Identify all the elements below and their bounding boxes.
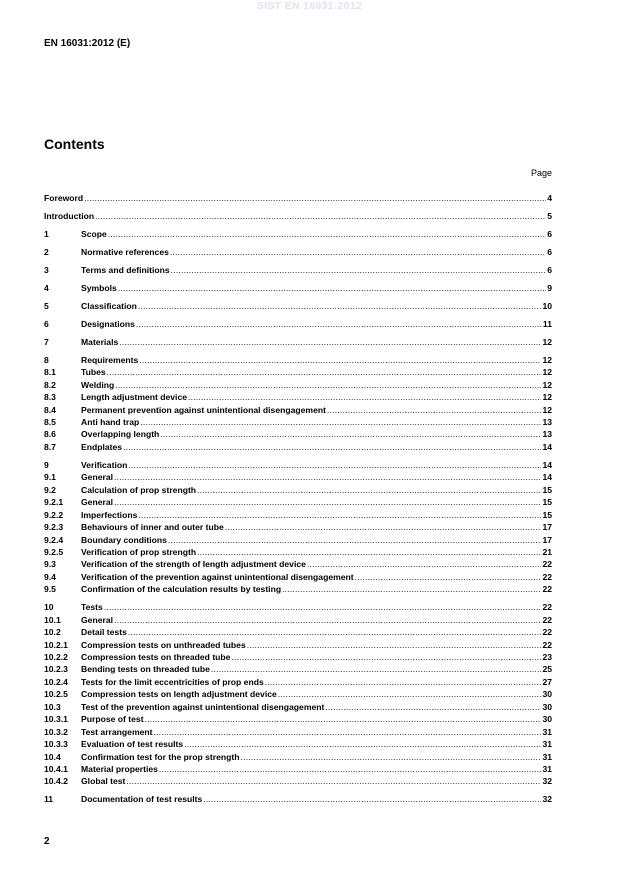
toc-entry-page: 30 bbox=[542, 689, 552, 700]
toc-entry[interactable] bbox=[44, 676, 552, 688]
toc-dot-leader bbox=[355, 571, 542, 583]
toc-entry-title: Introduction bbox=[44, 210, 95, 221]
toc-entry-number: 9.2 bbox=[44, 484, 56, 495]
toc-dot-leader bbox=[184, 738, 541, 750]
toc-entry-page: 4 bbox=[547, 193, 552, 203]
toc-entry-number: 10.3 bbox=[44, 701, 61, 712]
toc-dot-leader bbox=[140, 416, 541, 428]
toc-entry-page: 12 bbox=[542, 404, 552, 415]
toc-dot-leader bbox=[307, 558, 542, 570]
toc-entry-page: 12 bbox=[542, 392, 552, 403]
toc-dot-leader bbox=[136, 318, 542, 330]
toc-dot-leader bbox=[278, 688, 542, 700]
toc-entry-title: Test arrangement bbox=[81, 726, 153, 737]
document-id: EN 16031:2012 (E) bbox=[44, 38, 131, 49]
toc-entry-number: 10.4.2 bbox=[44, 776, 68, 787]
toc-entry[interactable] bbox=[44, 626, 552, 638]
toc-entry-title: General bbox=[81, 497, 114, 508]
toc-dot-leader bbox=[108, 228, 546, 240]
toc-entry-number: 10.2.2 bbox=[44, 652, 68, 663]
toc-entry-title: Permanent prevention against unintentional disengagement bbox=[81, 404, 326, 415]
toc-entry-page: 22 bbox=[542, 584, 552, 595]
toc-entry-number: 8.2 bbox=[44, 379, 56, 390]
page-title: Contents bbox=[44, 136, 105, 152]
toc-entry-title: Evaluation of test results bbox=[81, 739, 184, 750]
toc-entry[interactable] bbox=[44, 192, 552, 204]
toc-dot-leader bbox=[114, 614, 541, 626]
toc-entry-title: Materials bbox=[81, 336, 119, 347]
toc-entry-title: Detail tests bbox=[81, 627, 127, 638]
toc-entry-page: 17 bbox=[542, 522, 552, 533]
toc-entry[interactable] bbox=[44, 614, 552, 626]
toc-entry-page: 5 bbox=[547, 210, 552, 221]
toc-entry-number: 10.2 bbox=[44, 627, 61, 638]
toc-dot-leader bbox=[327, 404, 541, 416]
toc-entry[interactable] bbox=[44, 726, 552, 738]
toc-entry-page: 15 bbox=[542, 484, 552, 495]
toc-entry[interactable] bbox=[44, 738, 552, 750]
toc-entry[interactable] bbox=[44, 571, 552, 583]
toc-entry-number: 3 bbox=[44, 264, 49, 275]
toc-entry[interactable] bbox=[44, 336, 552, 348]
toc-entry-number: 9.2.3 bbox=[44, 522, 64, 533]
toc-entry-number: 10.4.1 bbox=[44, 763, 68, 774]
toc-entry-title: Tests bbox=[81, 602, 103, 613]
toc-entry-page: 6 bbox=[547, 264, 552, 275]
toc-entry-page: 22 bbox=[542, 639, 552, 650]
toc-entry-number: 10.3.2 bbox=[44, 726, 68, 737]
toc-entry[interactable] bbox=[44, 751, 552, 763]
toc-entry-page: 12 bbox=[542, 336, 552, 347]
toc-dot-leader bbox=[231, 651, 541, 663]
toc-entry[interactable] bbox=[44, 471, 552, 483]
toc-dot-leader bbox=[159, 763, 542, 775]
watermark: SIST EN 16031:2012 bbox=[256, 0, 363, 12]
toc-entry-page: 11 bbox=[542, 318, 552, 329]
toc-entry[interactable] bbox=[44, 318, 552, 330]
toc-entry[interactable] bbox=[44, 210, 552, 222]
toc-entry-number: 9.2.4 bbox=[44, 534, 64, 545]
toc-entry-title: Verification of the strength of length adjustment device bbox=[81, 559, 306, 570]
toc-entry-title: Requirements bbox=[81, 354, 139, 365]
toc-entry-number: 10.3.1 bbox=[44, 714, 68, 725]
toc-entry[interactable] bbox=[44, 546, 552, 558]
toc-entry-title: Global test bbox=[81, 776, 126, 787]
toc-dot-leader bbox=[114, 471, 541, 483]
toc-dot-leader bbox=[197, 546, 541, 558]
toc-entry[interactable] bbox=[44, 484, 552, 496]
toc-entry[interactable] bbox=[44, 459, 552, 471]
toc-entry-number: 10.2.5 bbox=[44, 689, 68, 700]
toc-entry-title: Welding bbox=[81, 379, 115, 390]
toc-entry-page: 14 bbox=[542, 441, 552, 452]
toc-entry-number: 2 bbox=[44, 246, 49, 257]
toc-entry-number: 8.5 bbox=[44, 417, 56, 428]
toc-entry-page: 31 bbox=[542, 763, 552, 774]
toc-entry-number: 9.5 bbox=[44, 584, 56, 595]
toc-entry-page: 22 bbox=[542, 559, 552, 570]
toc-entry-page: 31 bbox=[542, 751, 552, 762]
toc-dot-leader bbox=[123, 441, 541, 453]
toc-entry[interactable] bbox=[44, 763, 552, 775]
toc-entry-number: 9.3 bbox=[44, 559, 56, 570]
toc-entry[interactable] bbox=[44, 379, 552, 391]
toc-dot-leader bbox=[171, 264, 547, 276]
toc-entry-page: 23 bbox=[542, 652, 552, 663]
toc-entry[interactable] bbox=[44, 428, 552, 440]
toc-entry-page: 14 bbox=[542, 472, 552, 483]
toc-entry-title: Bending tests on threaded tube bbox=[81, 664, 210, 675]
toc-dot-leader bbox=[138, 300, 542, 312]
toc-entry-number: 11 bbox=[44, 794, 54, 805]
toc-entry-number: 8.6 bbox=[44, 429, 56, 440]
toc-entry-title: Verification bbox=[81, 459, 128, 470]
toc-entry-page: 31 bbox=[542, 739, 552, 750]
toc-entry-page: 31 bbox=[542, 726, 552, 737]
toc-entry-title: Normative references bbox=[81, 246, 169, 257]
toc-dot-leader bbox=[118, 282, 546, 294]
toc-dot-leader bbox=[282, 583, 541, 595]
toc-entry[interactable] bbox=[44, 441, 552, 453]
toc-dot-leader bbox=[104, 601, 542, 613]
toc-entry-title: Compression tests on threaded tube bbox=[81, 652, 231, 663]
toc-entry-title: Purpose of test bbox=[81, 714, 144, 725]
toc-entry[interactable] bbox=[44, 246, 552, 258]
toc-entry-title: Length adjustment device bbox=[81, 392, 188, 403]
toc-entry-title: Foreword bbox=[44, 193, 84, 203]
toc-entry-number: 10.4 bbox=[44, 751, 61, 762]
toc-entry-title: Designations bbox=[81, 318, 135, 329]
toc-entry-page: 22 bbox=[542, 602, 552, 613]
toc-entry-title: Documentation of test results bbox=[81, 794, 203, 805]
toc-entry[interactable] bbox=[44, 300, 552, 312]
toc-entry-title: Anti hand trap bbox=[81, 417, 140, 428]
toc-entry-page: 12 bbox=[542, 379, 552, 390]
toc-entry-number: 9.2.2 bbox=[44, 509, 64, 520]
toc-entry-number: 10.1 bbox=[44, 614, 61, 625]
toc-entry[interactable] bbox=[44, 509, 552, 521]
toc-dot-leader bbox=[84, 192, 546, 204]
toc-entry-number: 8.3 bbox=[44, 392, 56, 403]
toc-dot-leader bbox=[153, 726, 541, 738]
toc-entry[interactable] bbox=[44, 583, 552, 595]
toc-dot-leader bbox=[211, 663, 542, 675]
toc-entry-number: 9.2.5 bbox=[44, 546, 64, 557]
toc-entry-number: 6 bbox=[44, 318, 49, 329]
toc-dot-leader bbox=[119, 336, 541, 348]
toc-entry-page: 25 bbox=[542, 664, 552, 675]
toc-entry-title: Symbols bbox=[81, 282, 117, 293]
toc-entry-page: 15 bbox=[542, 497, 552, 508]
toc-entry[interactable] bbox=[44, 558, 552, 570]
toc-entry-number: 8.4 bbox=[44, 404, 56, 415]
toc-entry[interactable] bbox=[44, 282, 552, 294]
toc-entry-title: Behaviours of inner and outer tube bbox=[81, 522, 224, 533]
toc-entry-title: Tests for the limit eccentricities of prop ends bbox=[81, 676, 264, 687]
toc-entry-page: 13 bbox=[542, 417, 552, 428]
toc-dot-leader bbox=[160, 428, 541, 440]
toc-dot-leader bbox=[168, 534, 542, 546]
toc-entry[interactable] bbox=[44, 521, 552, 533]
toc-entry-number: 10 bbox=[44, 602, 54, 613]
toc-entry-page: 30 bbox=[542, 714, 552, 725]
toc-entry-page: 22 bbox=[542, 614, 552, 625]
toc-entry-page: 12 bbox=[542, 354, 552, 365]
toc-dot-leader bbox=[115, 379, 541, 391]
toc-entry[interactable] bbox=[44, 496, 552, 508]
toc-entry-title: Verification of the prevention against unintentional disengagement bbox=[81, 571, 354, 582]
toc-entry[interactable] bbox=[44, 354, 552, 366]
toc-entry[interactable] bbox=[44, 775, 552, 787]
toc-entry-title: Terms and definitions bbox=[81, 264, 170, 275]
toc-entry[interactable] bbox=[44, 391, 552, 403]
toc-dot-leader bbox=[139, 354, 541, 366]
table-of-contents bbox=[44, 192, 552, 806]
toc-entry[interactable] bbox=[44, 264, 552, 276]
toc-entry-number: 10.3.3 bbox=[44, 739, 68, 750]
toc-entry-number: 1 bbox=[44, 228, 49, 239]
toc-entry[interactable] bbox=[44, 688, 552, 700]
toc-entry[interactable] bbox=[44, 639, 552, 651]
toc-entry-title: Test of the prevention against unintentional disengagement bbox=[81, 701, 325, 712]
toc-dot-leader bbox=[197, 484, 541, 496]
toc-entry-page: 6 bbox=[547, 228, 552, 239]
toc-entry-page: 32 bbox=[542, 794, 552, 805]
toc-entry-number: 5 bbox=[44, 300, 49, 311]
toc-entry-number: 9.2.1 bbox=[44, 497, 64, 508]
toc-entry-page: 21 bbox=[542, 546, 552, 557]
toc-dot-leader bbox=[265, 676, 542, 688]
toc-entry-page: 14 bbox=[542, 459, 552, 470]
toc-entry[interactable] bbox=[44, 663, 552, 675]
toc-entry-page: 15 bbox=[542, 509, 552, 520]
toc-entry-title: Calculation of prop strength bbox=[81, 484, 197, 495]
toc-entry-title: General bbox=[81, 614, 114, 625]
toc-entry[interactable] bbox=[44, 651, 552, 663]
toc-entry[interactable] bbox=[44, 366, 552, 378]
toc-entry-number: 9.4 bbox=[44, 571, 56, 582]
toc-dot-leader bbox=[128, 626, 542, 638]
toc-entry[interactable] bbox=[44, 228, 552, 240]
toc-entry-page: 12 bbox=[542, 367, 552, 378]
toc-entry[interactable] bbox=[44, 416, 552, 428]
toc-dot-leader bbox=[107, 366, 542, 378]
toc-entry-number: 10.2.3 bbox=[44, 664, 68, 675]
toc-dot-leader bbox=[126, 775, 541, 787]
toc-entry-number: 10.2.4 bbox=[44, 676, 68, 687]
toc-dot-leader bbox=[170, 246, 546, 258]
toc-entry-number: 7 bbox=[44, 336, 49, 347]
toc-dot-leader bbox=[145, 713, 542, 725]
toc-entry-page: 6 bbox=[547, 246, 552, 257]
toc-entry-title: Compression tests on length adjustment device bbox=[81, 689, 277, 700]
toc-entry-number: 9.1 bbox=[44, 472, 56, 483]
page-column-label: Page bbox=[530, 168, 552, 178]
page-number: 2 bbox=[44, 836, 50, 847]
toc-entry-title: Verification of prop strength bbox=[81, 546, 197, 557]
toc-dot-leader bbox=[138, 509, 541, 521]
toc-entry-page: 10 bbox=[542, 300, 552, 311]
toc-entry-title: Imperfections bbox=[81, 509, 138, 520]
toc-entry-title: Material properties bbox=[81, 763, 158, 774]
toc-entry-title: Boundary conditions bbox=[81, 534, 167, 545]
toc-dot-leader bbox=[203, 793, 541, 805]
toc-entry-title: Overlapping length bbox=[81, 429, 160, 440]
toc-dot-leader bbox=[241, 751, 542, 763]
toc-entry-title: Confirmation of the calculation results by testing bbox=[81, 584, 282, 595]
toc-dot-leader bbox=[188, 391, 541, 403]
toc-entry[interactable] bbox=[44, 404, 552, 416]
toc-entry-number: 8 bbox=[44, 354, 49, 365]
toc-entry[interactable] bbox=[44, 793, 552, 805]
toc-entry-page: 32 bbox=[542, 776, 552, 787]
toc-entry-page: 9 bbox=[547, 282, 552, 293]
toc-entry[interactable] bbox=[44, 713, 552, 725]
toc-entry-title: General bbox=[81, 472, 114, 483]
toc-entry-page: 17 bbox=[542, 534, 552, 545]
toc-entry-page: 22 bbox=[542, 571, 552, 582]
toc-dot-leader bbox=[128, 459, 541, 471]
toc-entry-title: Compression tests on unthreaded tubes bbox=[81, 639, 246, 650]
toc-dot-leader bbox=[325, 701, 541, 713]
toc-entry-number: 10.2.1 bbox=[44, 639, 68, 650]
toc-entry-page: 30 bbox=[542, 701, 552, 712]
toc-entry-number: 9 bbox=[44, 459, 49, 470]
toc-entry-title: Tubes bbox=[81, 367, 106, 378]
toc-entry-page: 13 bbox=[542, 429, 552, 440]
toc-entry-number: 4 bbox=[44, 282, 49, 293]
toc-entry-title: Confirmation test for the prop strength bbox=[81, 751, 240, 762]
toc-entry[interactable] bbox=[44, 534, 552, 546]
toc-dot-leader bbox=[225, 521, 542, 533]
toc-entry[interactable] bbox=[44, 701, 552, 713]
toc-entry-title: Scope bbox=[81, 228, 107, 239]
toc-dot-leader bbox=[95, 210, 546, 222]
toc-entry-number: 8.1 bbox=[44, 367, 56, 378]
toc-entry-page: 22 bbox=[542, 627, 552, 638]
toc-entry[interactable] bbox=[44, 601, 552, 613]
toc-dot-leader bbox=[247, 639, 542, 651]
toc-entry-title: Classification bbox=[81, 300, 137, 311]
toc-entry-number: 8.7 bbox=[44, 441, 56, 452]
toc-dot-leader bbox=[114, 496, 541, 508]
toc-entry-title: Endplates bbox=[81, 441, 123, 452]
toc-entry-page: 27 bbox=[542, 676, 552, 687]
